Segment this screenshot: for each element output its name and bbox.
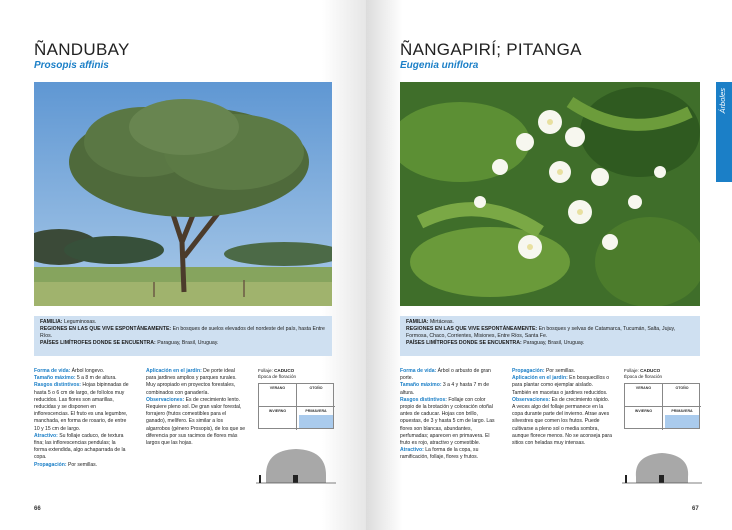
flowering-season-grid: [624, 383, 700, 429]
family-value: Leguminosas.: [63, 319, 97, 325]
foliage-label: Follaje:: [624, 368, 639, 373]
propagation-label: Propagación:: [512, 368, 545, 374]
garden-use-label: Aplicación en el jardín:: [512, 375, 568, 382]
life-form-label: Forma de vida:: [400, 368, 437, 374]
flowering-label: Época de floración: [258, 374, 297, 379]
section-tab[interactable]: [716, 82, 732, 182]
observations-text: Es de crecimiento lento. Requiere pleno sol. De gran valor forestal, forrajero (frutos comestibles para el ganado), melífero. Es similar a los algarrobos (género Prosopis), de los que se diferencia por sus racimos de flores más largos que las hojas.: [146, 396, 246, 447]
scientific-name: Prosopis affinis: [34, 60, 109, 71]
countries-value: Paraguay, Brasil, Uruguay.: [157, 340, 219, 346]
spring-highlight: [665, 415, 699, 428]
scientific-name: Eugenia uniflora: [400, 60, 479, 71]
season-winter: INVIERNO: [625, 407, 663, 430]
family-value: Mirtáceas.: [429, 319, 454, 325]
foliage-info: [624, 368, 662, 380]
garden-use-text: En bosquecillos o para plantar como ejemplar aislado. También en macetas o jardines reducidos.: [512, 375, 610, 396]
traits-label: Rasgos distintivos:: [400, 396, 447, 403]
season-summer: VERANO: [259, 384, 297, 407]
appeal-label: Atractivo:: [400, 447, 424, 454]
regions-value: En bosques de suelos elevados del nordeste del país, hasta Entre Ríos.: [40, 326, 325, 339]
life-form-text: Árbol longevo.: [70, 368, 105, 374]
regions-label: REGIONES EN LAS QUE VIVE ESPONTÁNEAMENTE:: [406, 326, 538, 332]
flower-photo: [400, 82, 700, 306]
max-size-label: Tamaño máximo:: [400, 382, 442, 389]
spring-highlight: [299, 415, 333, 428]
traits-label: Rasgos distintivos:: [34, 382, 81, 389]
tree-photo: [34, 82, 332, 306]
appeal-text: Su follaje caduco, de textura fina; las inflorescencias pendulas; la forma extendida, algo achaparrada de la copa.: [34, 432, 126, 461]
propagation-text: Por semillas.: [544, 368, 576, 374]
info-box: [400, 316, 700, 356]
foliage-value: CADUCO: [274, 368, 295, 373]
appeal-text: La forma de la copa, su ramificación, follaje, flores y frutos.: [400, 447, 479, 461]
traits-text: Follaje con color propio de la brotación y coloración otoñal antes de caducar. Hojas con brillo, opuestas, de 3 y hasta 5 cm de largo. Las flores son blancas, abundantes, perfumadas; aparecen en primavera. El fruto es rojo, atractivo y comestible.: [400, 396, 495, 447]
garden-use-label: Aplicación en el jardín:: [146, 368, 202, 374]
max-size-label: Tamaño máximo:: [34, 375, 76, 382]
observations-label: Observaciones:: [512, 396, 551, 403]
season-summer: VERANO: [625, 384, 663, 407]
observations-text: Es de crecimiento rápido. A veces algo del follaje permanece en la copa durante parte del invierno. Atrae aves silvestres que comen los frutos. Puede cultivarse a pleno sol o media sombra, aunque florece menos. No se aconseja para sitios con heladas muy intensas.: [512, 396, 612, 447]
page-title: ÑANDUBAY: [34, 40, 130, 59]
countries-value: Paraguay, Brasil, Uruguay.: [523, 340, 585, 346]
max-size-text: 3 a 4 y hasta 7 m de altura.: [400, 382, 490, 396]
flowering-season-grid: [258, 383, 334, 429]
section-tab-label: Árboles: [718, 88, 727, 114]
traits-text: Hojas bipinnadas de hasta 5 o 6 cm de largo, de folíolos muy reducidos. Las flores son amarillas, reducidas y se disponen en inflorescencias. El fruto es una legumbre, manchada, en forma de rosario, de entre 10 y 15 cm de largo.: [34, 382, 129, 432]
life-form-label: Forma de vida:: [34, 368, 71, 374]
countries-label: PAÍSES LIMÍTROFES DONDE SE ENCUENTRA:: [40, 340, 156, 346]
season-spring: PRIMAVERA: [671, 409, 693, 413]
right-page: [366, 0, 732, 530]
propagation-text: Por semillas.: [66, 461, 98, 468]
season-spring: PRIMAVERA: [305, 409, 327, 413]
countries-label: PAÍSES LIMÍTROFES DONDE SE ENCUENTRA:: [406, 340, 522, 346]
regions-value: En bosques y selvas de Catamarca, Tucumán, Salta, Jujuy, Formosa, Chaco, Corrientes, Misiones, Entre Ríos, Santa Fe.: [406, 326, 676, 339]
page-title: ÑANGAPIRÍ; PITANGA: [400, 40, 582, 59]
observations-label: Observaciones:: [146, 396, 185, 403]
description-column-2: [512, 368, 612, 447]
family-label: FAMILIA:: [40, 319, 63, 325]
tree-silhouette-icon: [622, 445, 702, 485]
page-number: 67: [692, 506, 699, 512]
appeal-label: Atractivo:: [34, 432, 58, 439]
family-label: FAMILIA:: [406, 319, 429, 325]
info-box: [34, 316, 332, 356]
propagation-label: Propagación:: [34, 461, 67, 468]
description-column-2: [146, 368, 246, 447]
description-column-1: [400, 368, 495, 462]
season-autumn: OTOÑO: [663, 384, 701, 407]
life-form-text: Árbol o arbusto de gran porte.: [400, 368, 491, 382]
garden-use-text: De porte ideal para jardines amplios y parques rurales. Muy apropiado en proyectos forestales, combinados con ganadería.: [146, 368, 237, 396]
description-column-1: [34, 368, 129, 469]
foliage-label: Follaje:: [258, 368, 273, 373]
foliage-info: [258, 368, 296, 380]
tree-silhouette-icon: [256, 445, 336, 485]
page-number: 66: [34, 506, 41, 512]
flowering-label: Época de floración: [624, 374, 663, 379]
season-winter: INVIERNO: [259, 407, 297, 430]
regions-label: REGIONES EN LAS QUE VIVE ESPONTÁNEAMENTE:: [40, 326, 172, 332]
season-autumn: OTOÑO: [297, 384, 335, 407]
max-size-text: 5 a 8 m de altura.: [75, 375, 117, 382]
foliage-value: CADUCO: [640, 368, 661, 373]
